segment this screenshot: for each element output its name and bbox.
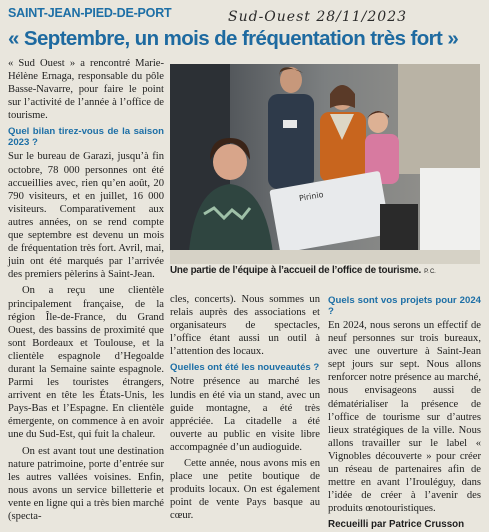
caption-text: Une partie de l’équipe à l’accueil de l’office de tourisme.: [170, 265, 422, 276]
svg-text:Sud-Ouest 28/11/2023: Sud-Ouest 28/11/2023: [228, 9, 408, 25]
photo-credit: P. C.: [424, 269, 436, 275]
right-text-column: [328, 291, 481, 532]
section-kicker: SAINT-JEAN-PIED-DE-PORT: [8, 6, 172, 20]
svg-text:Pirinio: Pirinio: [298, 189, 325, 204]
article-headline: « Septembre, un mois de fréquentation très fort »: [8, 27, 459, 50]
team-photo: [170, 64, 480, 264]
left-text-column: [8, 57, 164, 526]
question-saison: Quel bilan tirez-vous de la saison 2023 ?: [8, 126, 164, 149]
paragraph-relais: cles, concerts). Nous sommes un relais auprès des associations et organisateurs de spectacles, l’office étant aussi un outil à l’attention des locaux.: [170, 294, 320, 358]
question-nouveautes: Quelles ont été les nouveautés ?: [170, 362, 320, 374]
photo-caption: [170, 265, 482, 276]
paragraph-bilan: Sur le bureau de Garazi, jusqu’à fin octobre, 78 000 personnes ont été accueillies avec, rien qu’en août, 20 790 visiteurs, et en juillet, 16 000 visiteurs. Comparativement aux autres années, on se rend compte que septembre est devenu un mois de fréquentation très fort. Avril, mai, juin ont été marqués par l’arrivée des premiers pèlerins à Saint-Jean.: [8, 151, 164, 281]
question-projets: Quels sont vos projets pour 2024 ?: [328, 295, 481, 317]
paragraph-projets: En 2024, nous serons un effectif de neuf personnes sur trois bureaux, avec une ouverture à Saint-Jean sept jours sur sept. Nous allons renforcer notre présence au marché, nous envisageons aussi de dématérialiser la présence de l’office de tourisme sur d’autres lieux stratégiques de la ville. Nous allons travailler sur le label « Vignobles découverte » pour créer un réseau de partenaires afin de mettre en avant l’Irouléguy, dans l’idée de créer à l’avenir des produits œnotouristiques.: [328, 320, 481, 515]
handwritten-date-note: [226, 5, 476, 27]
middle-text-column: [170, 293, 320, 526]
intro-paragraph: « Sud Ouest » a rencontré Marie-Hélène Ernaga, responsable du pôle Basse-Navarre, pour faire le point sur l’activité de l’année à l’office de tourisme.: [8, 58, 164, 122]
paragraph-marche: Notre présence au marché les lundis en été via un stand, avec un guide montagne, a été très appréciée. La citadelle a été ouverte au public en visite libre accompagnée d’un audioguide.: [170, 376, 320, 453]
paragraph-destination: On est avant tout une destination nature patrimoine, porte d’entrée sur les autres vallées voisines. Enfin, nous avons un service billetterie et vente en ligne qui a très bien marché (specta-: [8, 445, 164, 522]
paragraph-clientele: On a reçu une clientèle principalement française, de la région Île-de-France, du Grand Ouest, des bassins de proximité que sont Bordeaux et Toulouse, et la clientèle espagnole d’Hegoalde durant la Semaine sainte espagnole. Parmi les touristes étrangers, arrivent en tête les États-Unis, les Pays-Bas et l’Espagne. En clientèle émergente, on commence à en avoir une du Sud-Est, qui fuit la chaleur.: [8, 285, 164, 441]
author-byline: Recueilli par Patrice Crusson: [328, 519, 465, 531]
paragraph-boutique: Cette année, nous avons mis en place une petite boutique de produits locaux. On est également point de vente Pays basque au cœur.: [170, 458, 320, 522]
